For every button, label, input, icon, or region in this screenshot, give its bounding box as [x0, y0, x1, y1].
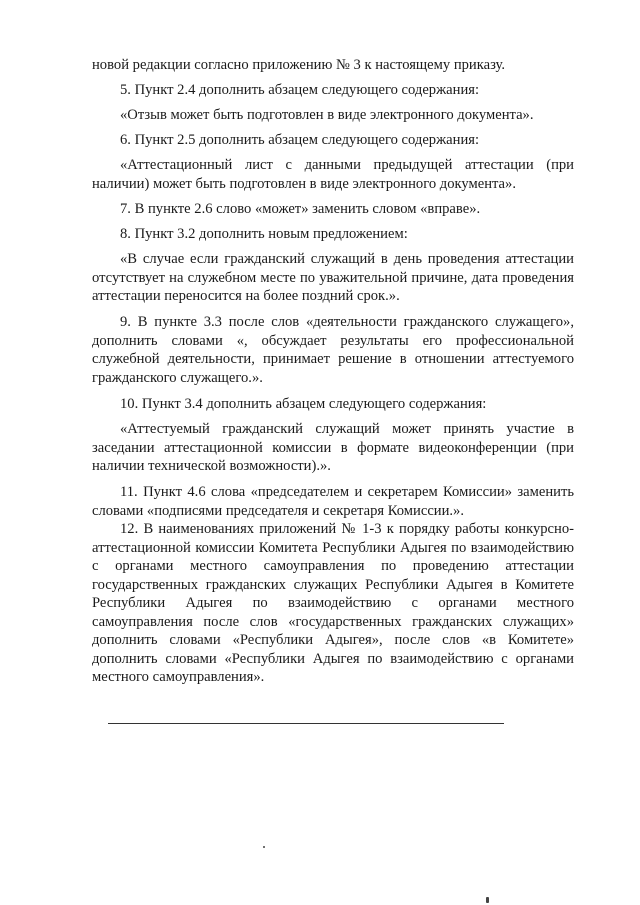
- scan-speck: [486, 897, 489, 903]
- paragraph-quote-6: «Аттестационный лист с данными предыдущей аттестации (при наличии) может быть подготовлен в виде электронного документа».: [92, 157, 574, 192]
- end-rule: [108, 723, 504, 724]
- paragraph-item-12: 12. В наименованиях приложений № 1-3 к порядку работы конкурсно-аттестационной комиссии Комитета Республики Адыгея по взаимодействию с органами местного самоуправления по проведению аттестации государственных гражданских служащих Республики Адыгея в Комитете Республики Адыгея по взаимодействию с органами местного самоуправления после слов «государственных гражданских служащих» дополнить словами «Республики Адыгея», после слов «в Комитете» дополнить словами «Республики Адыгея по взаимодействию с органами местного самоуправления».: [92, 521, 574, 685]
- paragraph-quote-8: «В случае если гражданский служащий в день проведения аттестации отсутствует на служебном месте по уважительной причине, дата проведения аттестации переносится на более поздний срок.».: [92, 251, 574, 304]
- paragraph-item-9: 9. В пункте 3.3 после слов «деятельности гражданского служащего», дополнить словами «, обсуждает результаты его профессиональной служебной деятельности, принимает решение в отношении аттестуемого гражданского служащего.».: [92, 314, 574, 386]
- paragraph-item-6: 6. Пункт 2.5 дополнить абзацем следующего содержания:: [120, 132, 480, 148]
- scan-speck: [263, 846, 265, 848]
- paragraph-item-8: 8. Пункт 3.2 дополнить новым предложением:: [120, 226, 408, 242]
- paragraph-item-5: 5. Пункт 2.4 дополнить абзацем следующего содержания:: [120, 82, 480, 98]
- paragraph-item-11: 11. Пункт 4.6 слова «председателем и секретарем Комиссии» заменить словами «подписями председателя и секретаря Комиссии.».: [92, 484, 574, 519]
- paragraph-item-7: 7. В пункте 2.6 слово «может» заменить словом «вправе».: [120, 201, 481, 217]
- paragraph-quote-5: «Отзыв может быть подготовлен в виде электронного документа».: [120, 107, 534, 123]
- paragraph-quote-10: «Аттестуемый гражданский служащий может принять участие в заседании аттестационной комиссии в формате видеоконференции (при наличии технической возможности).».: [92, 421, 574, 474]
- paragraph-continuation: новой редакции согласно приложению № 3 к настоящему приказу.: [92, 57, 506, 73]
- paragraph-item-10: 10. Пункт 3.4 дополнить абзацем следующего содержания:: [120, 396, 487, 412]
